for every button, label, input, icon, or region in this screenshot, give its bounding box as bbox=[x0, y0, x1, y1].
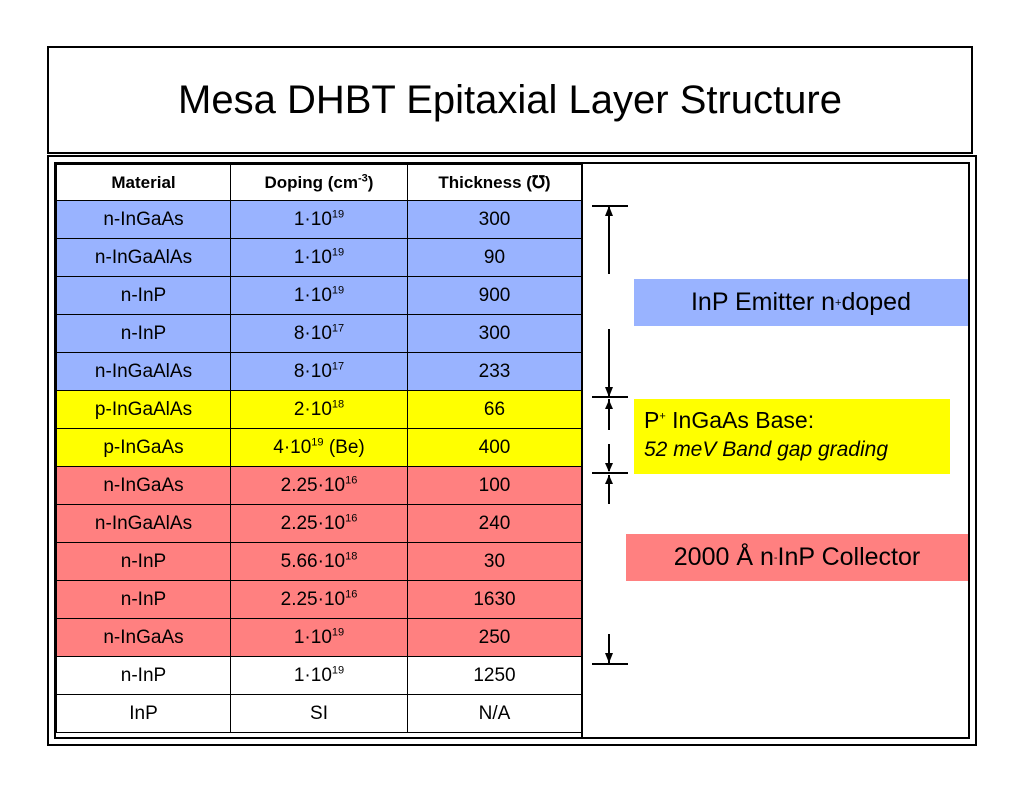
thickness-cell: 250 bbox=[408, 619, 582, 657]
material-cell: n-InP bbox=[57, 543, 231, 581]
thickness-cell: N/A bbox=[408, 695, 582, 733]
thickness-cell: 300 bbox=[408, 201, 582, 239]
base-arrow-head bbox=[605, 400, 613, 409]
material-cell: n-InGaAs bbox=[57, 467, 231, 505]
thickness-cell: 233 bbox=[408, 353, 582, 391]
content-frame bbox=[47, 155, 977, 746]
material-cell: p-InGaAlAs bbox=[57, 391, 231, 429]
emitter-arrow-tail bbox=[605, 387, 613, 397]
collector-arrow-head bbox=[605, 475, 613, 484]
thickness-cell: 30 bbox=[408, 543, 582, 581]
material-cell: n-InP bbox=[57, 277, 231, 315]
collector-callout: 2000 Å n - InP Collector bbox=[626, 534, 968, 581]
material-cell: n-InGaAlAs bbox=[57, 239, 231, 277]
material-cell: n-InP bbox=[57, 315, 231, 353]
slide-title: Mesa DHBT Epitaxial Layer Structure bbox=[178, 77, 842, 122]
thickness-cell: 1630 bbox=[408, 581, 582, 619]
thickness-cell: 300 bbox=[408, 315, 582, 353]
doping-cell: $1\cdot 10^{19}$ bbox=[231, 657, 408, 695]
base-arrow-tail bbox=[605, 463, 613, 472]
emitter-arrow-head bbox=[605, 206, 613, 216]
emitter-callout: InP Emitter n + doped bbox=[634, 279, 968, 326]
doping-cell: $4\cdot 10^{19}$ (Be) bbox=[231, 429, 408, 467]
material-cell: n-InGaAs bbox=[57, 619, 231, 657]
doping-cell: $2.25\cdot 10^{16}$ bbox=[231, 505, 408, 543]
collector-arrow-tail bbox=[605, 653, 613, 663]
doping-cell: $2\cdot 10^{18}$ bbox=[231, 391, 408, 429]
material-cell: InP bbox=[57, 695, 231, 733]
title-box bbox=[47, 46, 973, 154]
base-callout bbox=[634, 399, 950, 474]
thickness-cell: 66 bbox=[408, 391, 582, 429]
material-cell: n-InGaAs bbox=[57, 201, 231, 239]
thickness-cell: 240 bbox=[408, 505, 582, 543]
material-cell: n-InP bbox=[57, 657, 231, 695]
inner-frame bbox=[54, 162, 970, 739]
header-material: Material bbox=[57, 165, 231, 201]
doping-cell: $8\cdot 10^{17}$ bbox=[231, 353, 408, 391]
doping-cell: $1\cdot 10^{19}$ bbox=[231, 277, 408, 315]
doping-cell: SI bbox=[231, 695, 408, 733]
thickness-cell: 90 bbox=[408, 239, 582, 277]
material-cell: n-InP bbox=[57, 581, 231, 619]
thickness-cell: 1250 bbox=[408, 657, 582, 695]
doping-cell: $2.25\cdot 10^{16}$ bbox=[231, 467, 408, 505]
doping-cell: $1\cdot 10^{19}$ bbox=[231, 201, 408, 239]
material-cell: p-InGaAs bbox=[57, 429, 231, 467]
thickness-cell: 400 bbox=[408, 429, 582, 467]
header-doping: Doping $(cm^{-3})$ bbox=[231, 165, 408, 201]
doping-cell: $8\cdot 10^{17}$ bbox=[231, 315, 408, 353]
thickness-cell: 900 bbox=[408, 277, 582, 315]
base-callout-note: 52 meV Band gap grading bbox=[644, 438, 889, 461]
base-callout-title: P+ InGaAs Base: bbox=[644, 407, 815, 433]
doping-cell: $1\cdot 10^{19}$ bbox=[231, 239, 408, 277]
thickness-cell: 100 bbox=[408, 467, 582, 505]
header-thickness: Thickness (℧) bbox=[408, 165, 582, 201]
doping-cell: $1\cdot 10^{19}$ bbox=[231, 619, 408, 657]
material-cell: n-InGaAlAs bbox=[57, 505, 231, 543]
material-cell: n-InGaAlAs bbox=[57, 353, 231, 391]
doping-cell: $5.66\cdot 10^{18}$ bbox=[231, 543, 408, 581]
doping-cell: $2.25\cdot 10^{16}$ bbox=[231, 581, 408, 619]
